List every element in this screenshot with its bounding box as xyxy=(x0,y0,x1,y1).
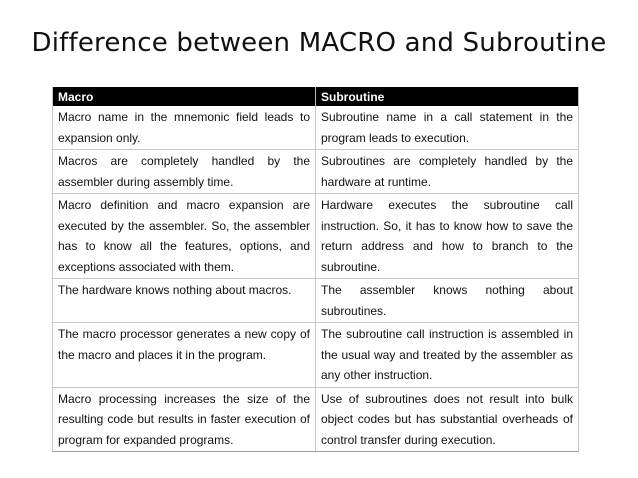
comparison-table-container xyxy=(52,87,578,452)
macro-cell: Macro processing increases the size of the resulting code but results in faster execution of program for expanded programs. xyxy=(53,387,316,452)
header-macro: Macro xyxy=(53,87,316,106)
table-row xyxy=(53,279,579,323)
table-row xyxy=(53,323,579,388)
subroutine-cell: Hardware executes the subroutine call instruction. So, it has to know how to save the return address and how to branch to the subroutine. xyxy=(316,194,579,279)
table-row xyxy=(53,150,579,194)
table-header-row xyxy=(53,87,579,106)
table-row xyxy=(53,387,579,452)
macro-cell: Macros are completely handled by the assembler during assembly time. xyxy=(53,150,316,194)
comparison-table xyxy=(52,87,579,452)
macro-cell: Macro definition and macro expansion are executed by the assembler. So, the assembler has to know all the features, options, and exceptions associated with them. xyxy=(53,194,316,279)
header-subroutine: Subroutine xyxy=(316,87,579,106)
macro-cell: Macro name in the mnemonic field leads to expansion only. xyxy=(53,106,316,150)
subroutine-cell: Subroutine name in a call statement in the program leads to execution. xyxy=(316,106,579,150)
subroutine-cell: Subroutines are completely handled by the hardware at runtime. xyxy=(316,150,579,194)
subroutine-cell: The assembler knows nothing about subroutines. xyxy=(316,279,579,323)
table-row xyxy=(53,194,579,279)
macro-cell: The macro processor generates a new copy of the macro and places it in the program. xyxy=(53,323,316,388)
subroutine-cell: The subroutine call instruction is assembled in the usual way and treated by the assembler as any other instruction. xyxy=(316,323,579,388)
macro-cell: The hardware knows nothing about macros. xyxy=(53,279,316,323)
table-row xyxy=(53,106,579,150)
subroutine-cell: Use of subroutines does not result into bulk object codes but has substantial overheads of control transfer during execution. xyxy=(316,387,579,452)
slide-title: Difference between MACRO and Subroutine xyxy=(31,28,607,58)
